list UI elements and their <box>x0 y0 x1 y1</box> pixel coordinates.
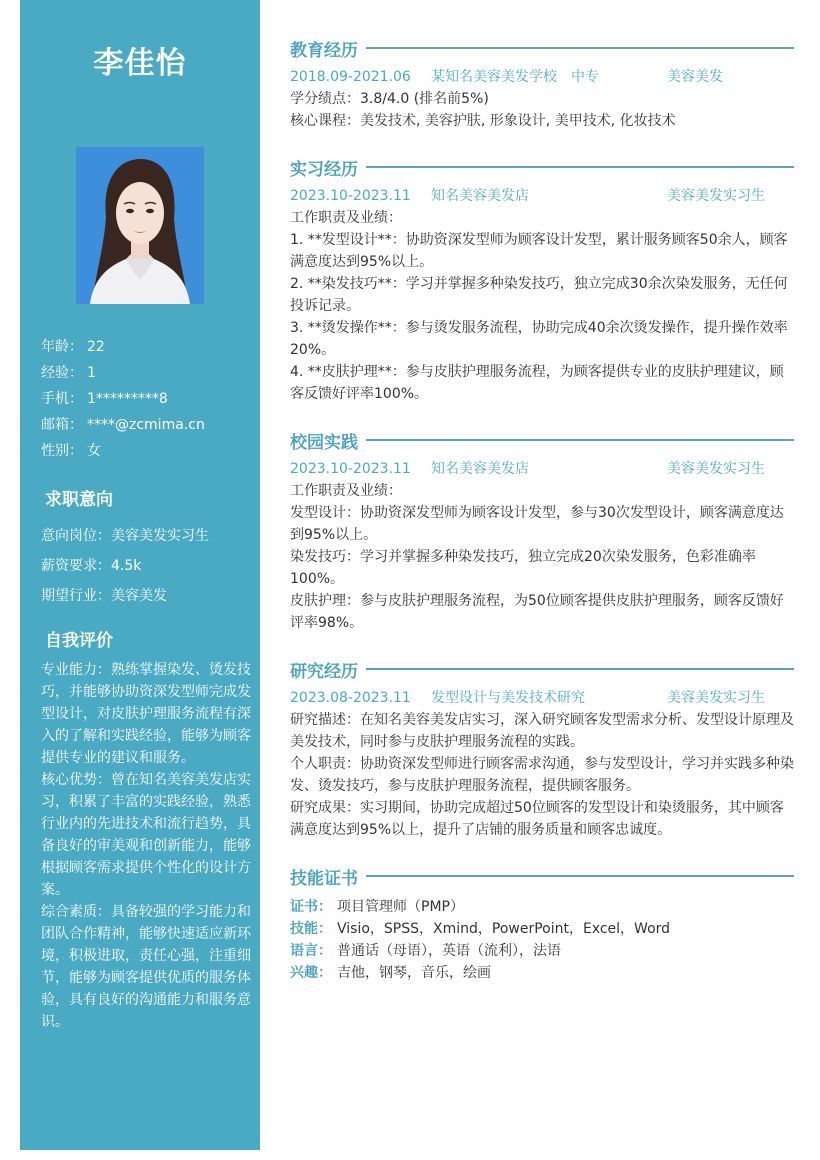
intent-value: 4.5k <box>111 558 142 574</box>
intent-position <box>41 521 256 551</box>
entry-date: 2023.10-2023.11 <box>290 461 411 477</box>
info-value: 1*********8 <box>87 391 168 407</box>
intent-value: 美容美发 <box>111 588 167 604</box>
skill-value: 吉他，钢琴，音乐，绘画 <box>337 965 491 981</box>
entry-line: 1. **发型设计**：协助资深发型师为顾客设计发型，累计服务顾客50余人，顾客满意度达到95%以上。 <box>290 232 788 270</box>
section-divider <box>366 166 794 168</box>
intent-label: 期望行业： <box>41 588 111 604</box>
section-divider <box>366 47 794 49</box>
info-value: 女 <box>87 443 101 459</box>
info-value: 1 <box>87 365 96 381</box>
section-header <box>290 864 794 888</box>
entry-line: 2. **染发技巧**：学习并掌握多种染发技巧，独立完成30余次染发服务，无任何投诉记录。 <box>290 276 788 314</box>
info-experience <box>41 360 256 386</box>
section-header <box>290 657 794 681</box>
section-title: 校园实践 <box>290 432 358 453</box>
sidebar <box>20 0 260 1150</box>
entry-org: 发型设计与美发技术研究 <box>431 690 585 706</box>
self-evaluation <box>41 659 263 1033</box>
info-label: 经验： <box>41 365 83 381</box>
skills-list <box>290 896 794 984</box>
intent-industry <box>41 581 256 611</box>
skill-row-certificate <box>290 896 794 918</box>
section-header <box>290 36 794 60</box>
info-phone <box>41 386 256 412</box>
intent-salary <box>41 551 256 581</box>
info-label: 手机： <box>41 391 83 407</box>
section-research <box>290 657 794 841</box>
entry-line: 4. **皮肤护理**：参与皮肤护理服务流程，为顾客提供专业的皮肤护理建议，顾客反馈好评率100%。 <box>290 364 784 402</box>
section-title: 技能证书 <box>290 868 358 889</box>
entry-line: 核心课程：美发技术, 美容护肤, 形象设计, 美甲技术, 化妆技术 <box>290 113 676 129</box>
entry-role: 美容美发实习生 <box>667 690 765 706</box>
entry-body <box>290 709 794 841</box>
entry-meta <box>290 687 794 709</box>
skill-row-skills <box>290 918 794 940</box>
basic-info <box>41 334 256 464</box>
info-email <box>41 412 256 438</box>
info-gender <box>41 438 256 464</box>
intent-label: 薪资要求： <box>41 558 111 574</box>
eval-paragraph: 核心优势：曾在知名美容美发店实习，积累了丰富的实践经验，熟悉行业内的先进技术和流行趋势，具备良好的审美观和创新能力，能够根据顾客需求提供个性化的设计方案。 <box>41 772 251 898</box>
entry-date: 2023.08-2023.11 <box>290 690 411 706</box>
skill-value: 项目管理师（PMP） <box>337 899 464 915</box>
entry-date: 2018.09-2021.06 <box>290 69 411 85</box>
intent-value: 美容美发实习生 <box>111 528 209 544</box>
entry-body <box>290 480 794 634</box>
entry-role: 美容美发实习生 <box>667 188 765 204</box>
section-title: 教育经历 <box>290 40 358 61</box>
profile-photo <box>76 147 204 304</box>
portrait-image-icon <box>76 147 204 304</box>
info-label: 年龄： <box>41 339 83 355</box>
entry-org: 知名美容美发店 <box>431 188 529 204</box>
info-value: ****@zcmima.cn <box>87 417 205 433</box>
section-education <box>290 36 794 132</box>
section-divider <box>366 875 794 877</box>
eval-paragraph: 综合素质：具备较强的学习能力和团队合作精神，能够快速适应新环境，积极进取，责任心强，注重细节，能够为顾客提供优质的服务体验，具有良好的沟通能力和服务意识。 <box>41 904 251 1030</box>
entry-meta <box>290 66 794 88</box>
skill-key: 兴趣： <box>290 965 332 981</box>
skill-key: 语言： <box>290 943 332 959</box>
skill-row-language <box>290 940 794 962</box>
section-skills <box>290 864 794 984</box>
entry-meta <box>290 185 794 207</box>
entry-line: 3. **烫发操作**：参与烫发服务流程，协助完成40余次烫发操作，提升操作效率20%。 <box>290 320 788 358</box>
section-divider <box>366 439 794 441</box>
entry-line: 染发技巧：学习并掌握多种染发技巧，独立完成20次染发服务，色彩准确率100%。 <box>290 549 756 587</box>
skill-value: 普通话（母语），英语（流利），法语 <box>337 943 561 959</box>
self-eval-heading: 自我评价 <box>45 631 113 651</box>
entry-body <box>290 207 794 405</box>
entry-line: 工作职责及业绩： <box>290 483 402 499</box>
info-label: 邮箱： <box>41 417 83 433</box>
info-label: 性别： <box>41 443 83 459</box>
section-title: 实习经历 <box>290 159 358 180</box>
candidate-name: 李佳怡 <box>93 46 187 81</box>
entry-body <box>290 88 794 132</box>
section-header <box>290 428 794 452</box>
skill-key: 技能： <box>290 921 332 937</box>
section-campus <box>290 428 794 634</box>
entry-meta <box>290 458 794 480</box>
info-value: 22 <box>87 339 105 355</box>
job-intent-list <box>41 521 256 611</box>
section-title: 研究经历 <box>290 661 358 682</box>
section-header <box>290 155 794 179</box>
entry-date: 2023.10-2023.11 <box>290 188 411 204</box>
skill-key: 证书： <box>290 899 332 915</box>
section-internship <box>290 155 794 405</box>
entry-role: 美容美发 <box>667 69 723 85</box>
entry-line: 个人职责：协助资深发型师进行顾客需求沟通，参与发型设计，学习并实践多种染发、烫发技巧，参与皮肤护理服务流程，提供顾客服务。 <box>290 756 794 794</box>
entry-role: 美容美发实习生 <box>667 461 765 477</box>
entry-line: 学分绩点：3.8/4.0 (排名前5%) <box>290 91 489 107</box>
entry-line: 研究成果：实习期间，协助完成超过50位顾客的发型设计和染烫服务，其中顾客满意度达到95%以上，提升了店铺的服务质量和顾客忠诚度。 <box>290 800 784 838</box>
entry-line: 发型设计：协助资深发型师为顾客设计发型，参与30次发型设计，顾客满意度达到95%以上。 <box>290 505 784 543</box>
info-age <box>41 334 256 360</box>
entry-org: 知名美容美发店 <box>431 461 529 477</box>
intent-label: 意向岗位： <box>41 528 111 544</box>
skill-row-interests <box>290 962 794 984</box>
skill-value: Visio，SPSS，Xmind，PowerPoint，Excel，Word <box>337 921 671 937</box>
entry-line: 研究描述：在知名美容美发店实习，深入研究顾客发型需求分析、发型设计原理及美发技术，同时参与皮肤护理服务流程的实践。 <box>290 712 794 750</box>
entry-line: 皮肤护理：参与皮肤护理服务流程，为50位顾客提供皮肤护理服务，顾客反馈好评率98%。 <box>290 593 784 631</box>
section-divider <box>366 668 794 670</box>
job-intent-heading: 求职意向 <box>45 490 113 510</box>
entry-org: 某知名美容美发学校 中专 <box>431 69 599 85</box>
eval-paragraph: 专业能力：熟练掌握染发、烫发技巧，并能够协助资深发型师完成发型设计，对皮肤护理服务流程有深入的了解和实践经验，能够为顾客提供专业的建议和服务。 <box>41 662 251 766</box>
entry-line: 工作职责及业绩： <box>290 210 402 226</box>
